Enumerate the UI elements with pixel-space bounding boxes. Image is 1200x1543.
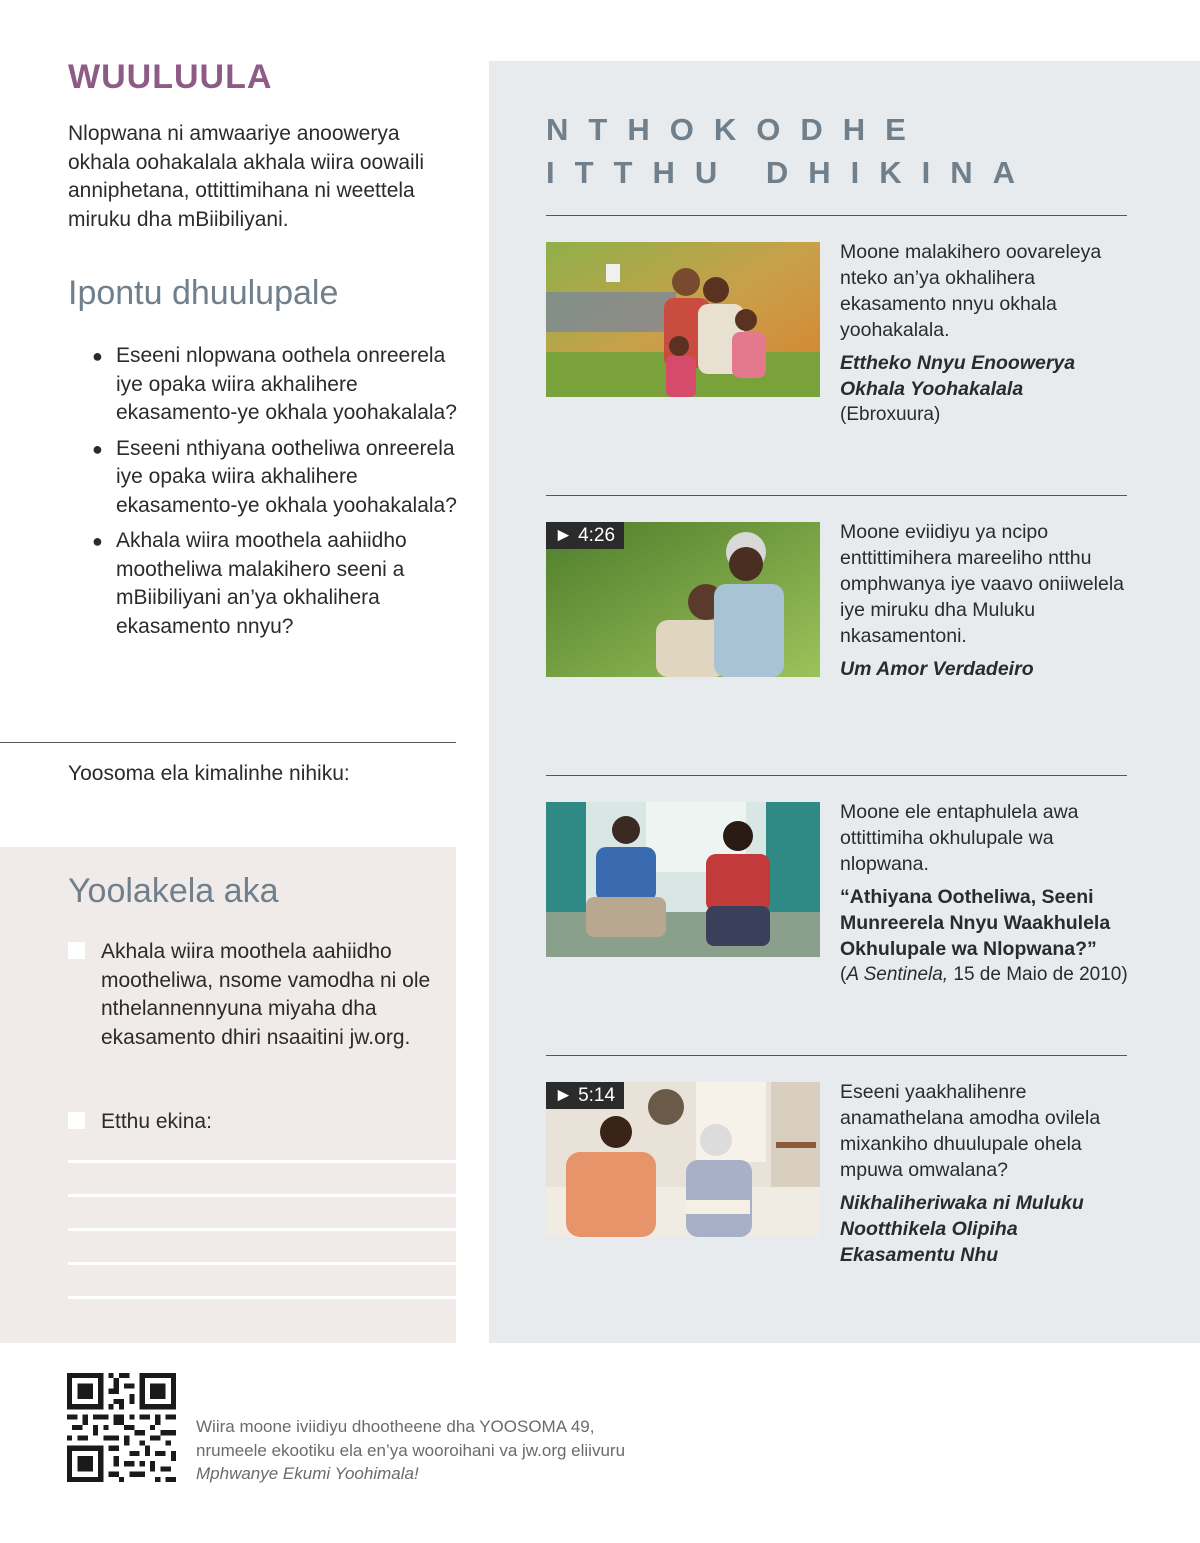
bullet-icon: ● (92, 531, 103, 551)
writing-line[interactable] (68, 1296, 456, 1299)
question-item: ● Eseeni nthiyana ootheliwa onreerela iye opaka wiira akhalihere ekasamento-ye okhala yoohakalala? (92, 436, 457, 517)
item-description: Eseeni yaakhalihenre anamathelana amodha ovilela mixankiho dhuulupale ohela mpuwa omwalana? (840, 1081, 1101, 1181)
questions-title: Ipontu dhuulupale (68, 274, 339, 312)
elderly-couple-video-thumbnail[interactable] (546, 522, 820, 677)
writing-line[interactable] (68, 1262, 456, 1265)
video-title[interactable]: Um Amor Verdadeiro (840, 658, 1034, 680)
video-duration-badge: ► 5:14 (546, 1082, 624, 1109)
couple-talking-photo[interactable] (546, 802, 820, 957)
checkbox[interactable] (68, 1112, 85, 1129)
couple-reading-bible-video-thumbnail[interactable] (546, 1082, 820, 1237)
summary-title: WUULUULA (68, 58, 273, 96)
writing-line[interactable] (68, 1194, 456, 1197)
divider (546, 775, 1127, 776)
item-description: Moone ele entaphulela awa ottittimiha okhulupale wa nlopwana. (840, 801, 1079, 875)
divider (0, 742, 456, 743)
divider (546, 215, 1127, 216)
further-study-title: NTHOKODHE ITTHU DHIKINA (546, 112, 1036, 190)
footer-text: Wiira moone iviidiyu dhootheene dha YOOSOMA 49, nrumeele ekootiku ela en’ya wooroihani va jw.org eliivuru Mphwanye Ekumi Yoohimala! (196, 1417, 626, 1483)
bullet-icon: ● (92, 438, 103, 459)
item-description: Moone malakihero oovareleya nteko an’ya okhalihera ekasamento nnyu okhala yoohakalala. (840, 241, 1102, 341)
article-title[interactable]: “Athiyana Ootheliwa, Seeni Munreerela Nnyu Waakhulela Okhulupale wa Nlopwana?” (840, 886, 1111, 960)
summary-text: Nlopwana ni amwaariye anoowerya okhala oohakalala akhala wiira oowaili anniphetana, ottittimihana ni weettela miruku dha mBiibiliyani. (68, 122, 425, 231)
goal-item (68, 1108, 438, 1137)
bullet-icon: ● (92, 346, 103, 366)
goals-box (0, 847, 456, 1343)
qr-code[interactable] (67, 1373, 176, 1482)
publication-type: (Ebroxuura) (840, 404, 941, 425)
video-duration-badge: ► 4:26 (546, 522, 624, 549)
writing-line[interactable] (68, 1160, 456, 1163)
goal-item (68, 938, 438, 1052)
goal-text: Etthu ekina: (101, 1110, 212, 1133)
question-item: ● Eseeni nlopwana oothela onreerela iye opaka wiira akhalihere ekasamento-ye okhala yoohakalala? (92, 344, 457, 424)
item-description: Moone eviidiyu ya ncipo enttittimihera mareeliho ntthu omphwanya iye vaavo oniiwelela iye miruku dha Muluku nkasamentoni. (840, 521, 1124, 647)
questions-list (92, 342, 462, 648)
family-selfie-photo[interactable] (546, 242, 820, 397)
completion-date-label: Yoosoma ela kimalinhe nihiku: (68, 762, 350, 785)
checkbox[interactable] (68, 942, 85, 959)
video-title[interactable]: Nikhaliheriwaka ni Muluku Nootthikela Olipiha Ekasamentu Nhu (840, 1192, 1084, 1266)
publication-title[interactable]: Ettheko Nnyu Enoowerya Okhala Yoohakalala (840, 352, 1076, 400)
question-item: ● Akhala wiira moothela aahiidho mootheliwa malakihero seeni a mBiibiliyani an’ya okhalihera ekasamento nnyu? (92, 529, 407, 638)
article-source: (A Sentinela, 15 de Maio de 2010) (840, 964, 1128, 985)
divider (546, 495, 1127, 496)
writing-line[interactable] (68, 1228, 456, 1231)
goals-title: Yoolakela aka (68, 872, 279, 910)
divider (546, 1055, 1127, 1056)
goal-text: Akhala wiira moothela aahiidho mootheliwa, nsome vamodha ni ole nthelannennyuna miyaha dha ekasamento dhiri nsaaitini jw.org. (101, 940, 431, 1049)
